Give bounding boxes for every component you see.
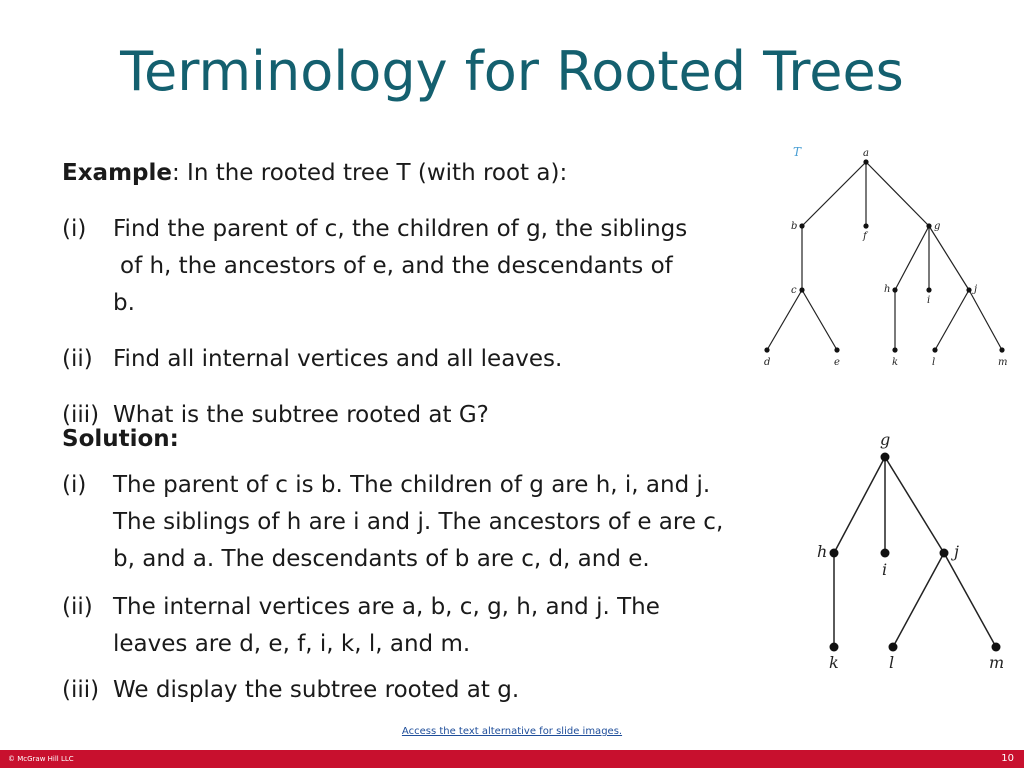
item-number: (ii) — [62, 346, 93, 372]
item-number: (iii) — [62, 677, 100, 703]
vertex-g-dot — [926, 223, 931, 228]
vertex-f-label: f — [863, 231, 867, 242]
subtree-g-diagram — [800, 425, 1020, 675]
vertex-l-label: l — [932, 357, 936, 368]
vertex-j-dot — [966, 287, 971, 292]
subtree-vertex-j-label: j — [954, 542, 959, 561]
example-intro-text: : In the rooted tree T (with root a): — [171, 160, 568, 186]
vertex-e-dot — [834, 347, 839, 352]
vertex-i-dot — [926, 287, 931, 292]
vertex-h-label: h — [884, 284, 891, 295]
vertex-c-label: c — [791, 285, 797, 296]
item-number: (i) — [62, 216, 87, 242]
item-line: b. — [113, 290, 135, 316]
footer-bar — [0, 750, 1024, 768]
vertex-f-dot — [863, 223, 868, 228]
subtree-vertex-g-dot — [881, 453, 890, 462]
vertex-g-label: g — [934, 221, 941, 232]
item-number: (i) — [62, 472, 87, 498]
vertex-d-label: d — [764, 357, 771, 368]
example-intro — [62, 155, 567, 192]
subtree-vertex-m-label: m — [989, 653, 1005, 672]
vertex-a-label: a — [863, 148, 869, 159]
vertex-e-label: e — [834, 357, 840, 368]
subtree-vertex-g-label: g — [880, 430, 891, 449]
subtree-vertex-m-dot — [992, 643, 1001, 652]
item-line: leaves are d, e, f, i, k, l, and m. — [113, 631, 471, 657]
item-line: The parent of c is b. The children of g are h, i, and j. — [113, 472, 711, 498]
subtree-vertex-l-dot — [889, 643, 898, 652]
vertex-l-dot — [932, 347, 937, 352]
item-number: (ii) — [62, 594, 93, 620]
vertex-i-label: i — [927, 295, 931, 306]
subtree-vertex-j-dot — [940, 549, 949, 558]
subtree-vertex-k-label: k — [829, 653, 839, 672]
vertex-b-label: b — [791, 221, 798, 232]
vertex-b-dot — [799, 223, 804, 228]
item-line: Find the parent of c, the children of g, the siblings — [113, 216, 688, 242]
subtree-vertex-k-dot — [830, 643, 839, 652]
vertex-j-label: j — [974, 284, 978, 295]
item-line: The internal vertices are a, b, c, g, h, and j. The — [113, 594, 660, 620]
solution-label: Solution: — [62, 426, 179, 452]
subtree-vertex-h-dot — [830, 549, 839, 558]
vertex-m-dot — [999, 347, 1004, 352]
subtree-vertex-i-dot — [881, 549, 890, 558]
rooted-tree-diagram — [755, 140, 1020, 375]
text-alternative-link[interactable]: Access the text alternative for slide images. — [401, 726, 623, 737]
item-line: The siblings of h are i and j. The ancestors of e are c, — [113, 509, 724, 535]
slide-title: Terminology for Rooted Trees — [120, 40, 904, 103]
subtree-vertex-h-label: h — [817, 542, 828, 561]
vertex-k-label: k — [892, 357, 899, 368]
vertex-m-label: m — [998, 357, 1008, 368]
vertex-a-dot — [863, 159, 868, 164]
vertex-d-dot — [764, 347, 769, 352]
vertex-h-dot — [892, 287, 897, 292]
subtree-vertex-l-label: l — [889, 653, 895, 672]
page-number: 10 — [1001, 753, 1014, 764]
item-line: Find all internal vertices and all leaves. — [113, 346, 563, 372]
item-line: What is the subtree rooted at G? — [113, 402, 489, 428]
example-label: Example — [62, 160, 172, 186]
item-number: (iii) — [62, 402, 100, 428]
tree-label: T — [793, 145, 802, 159]
item-line: of h, the ancestors of e, and the descendants of — [120, 253, 673, 279]
item-line: We display the subtree rooted at g. — [113, 677, 520, 703]
subtree-vertex-i-label: i — [882, 560, 888, 579]
vertex-c-dot — [799, 287, 804, 292]
item-line: b, and a. The descendants of b are c, d, and e. — [113, 546, 650, 572]
vertex-k-dot — [892, 347, 897, 352]
copyright-text: © McGraw Hill LLC — [8, 755, 74, 763]
